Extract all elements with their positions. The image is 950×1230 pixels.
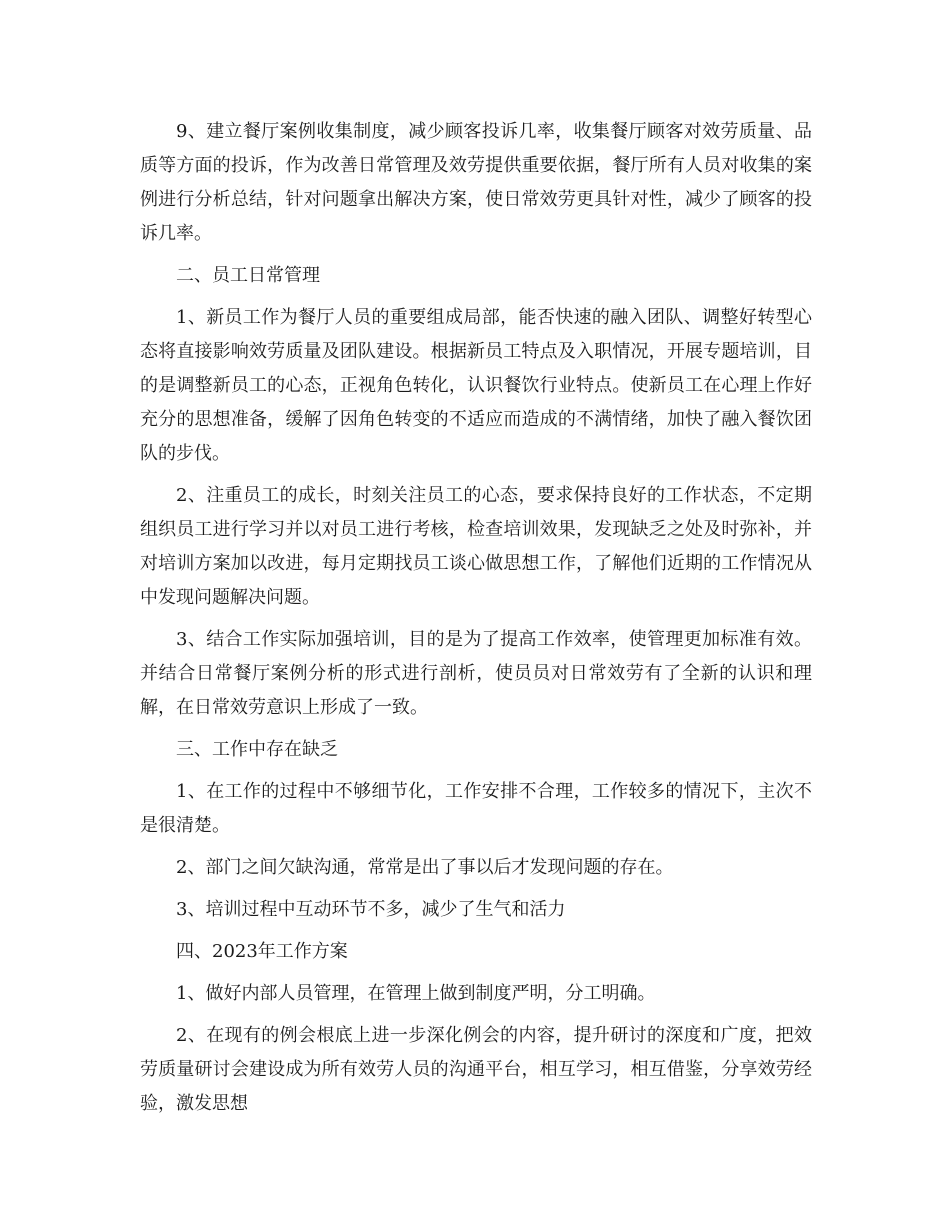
section-heading-staff-management: 二、员工日常管理: [176, 265, 320, 286]
paragraph-plan-internal: 1、做好内部人员管理，在管理上做到制度严明，分工明确。: [176, 983, 656, 1004]
paragraph-new-staff: 1、新员工作为餐厅人员的重要组成局部，能否快速的融入团队、调整好转型心态将直接影响效劳质量及团队建设。根据新员工特点及入职情况，开展专题培训，目的是调整新员工的心态，正视角色转化，认识餐饮行业特点。使新员工在心理上作好充分的思想准备，缓解了因角色转变的不适应而造成的不满情绪，加快了融入餐饮团队的步伐。: [140, 307, 812, 464]
paragraph-plan-meetings: 2、在现有的例会根底上进一步深化例会的内容，提升研讨的深度和广度，把效劳质量研讨会建设成为所有效劳人员的沟通平台，相互学习，相互借鉴，分享效劳经验，激发思想: [140, 1025, 812, 1114]
section-heading-work-plan: 四、2023年工作方案: [176, 941, 348, 962]
paragraph-staff-growth: 2、注重员工的成长，时刻关注员工的心态，要求保持良好的工作状态，不定期组织员工进行学习并以对员工进行考核，检查培训效果，发现缺乏之处及时弥补，并对培训方案加以改进，每月定期找员工谈心做思想工作，了解他们近期的工作情况从中发现问题解决问题。: [140, 485, 812, 608]
paragraph-training: 3、结合工作实际加强培训，目的是为了提高工作效率，使管理更加标准有效。并结合日常餐厅案例分析的形式进行剖析，使员员对日常效劳有了全新的认识和理解，在日常效劳意识上形成了一致。: [140, 629, 812, 718]
paragraph-shortcoming-interaction: 3、培训过程中互动环节不多，减少了生气和活力: [176, 899, 566, 920]
section-heading-shortcomings: 三、工作中存在缺乏: [176, 739, 338, 760]
paragraph-case-collection: 9、建立餐厅案例收集制度，减少顾客投诉几率，收集餐厅顾客对效劳质量、品质等方面的投诉，作为改善日常管理及效劳提供重要依据，餐厅所有人员对收集的案例进行分析总结，针对问题拿出解决方案，使日常效劳更具针对性，减少了顾客的投诉几率。: [140, 121, 812, 244]
document-body: [140, 115, 812, 1129]
paragraph-shortcoming-communication: 2、部门之间欠缺沟通，常常是出了事以后才发现问题的存在。: [176, 857, 674, 878]
paragraph-shortcoming-detail: 1、在工作的过程中不够细节化，工作安排不合理，工作较多的情况下，主次不是很清楚。: [140, 781, 812, 836]
